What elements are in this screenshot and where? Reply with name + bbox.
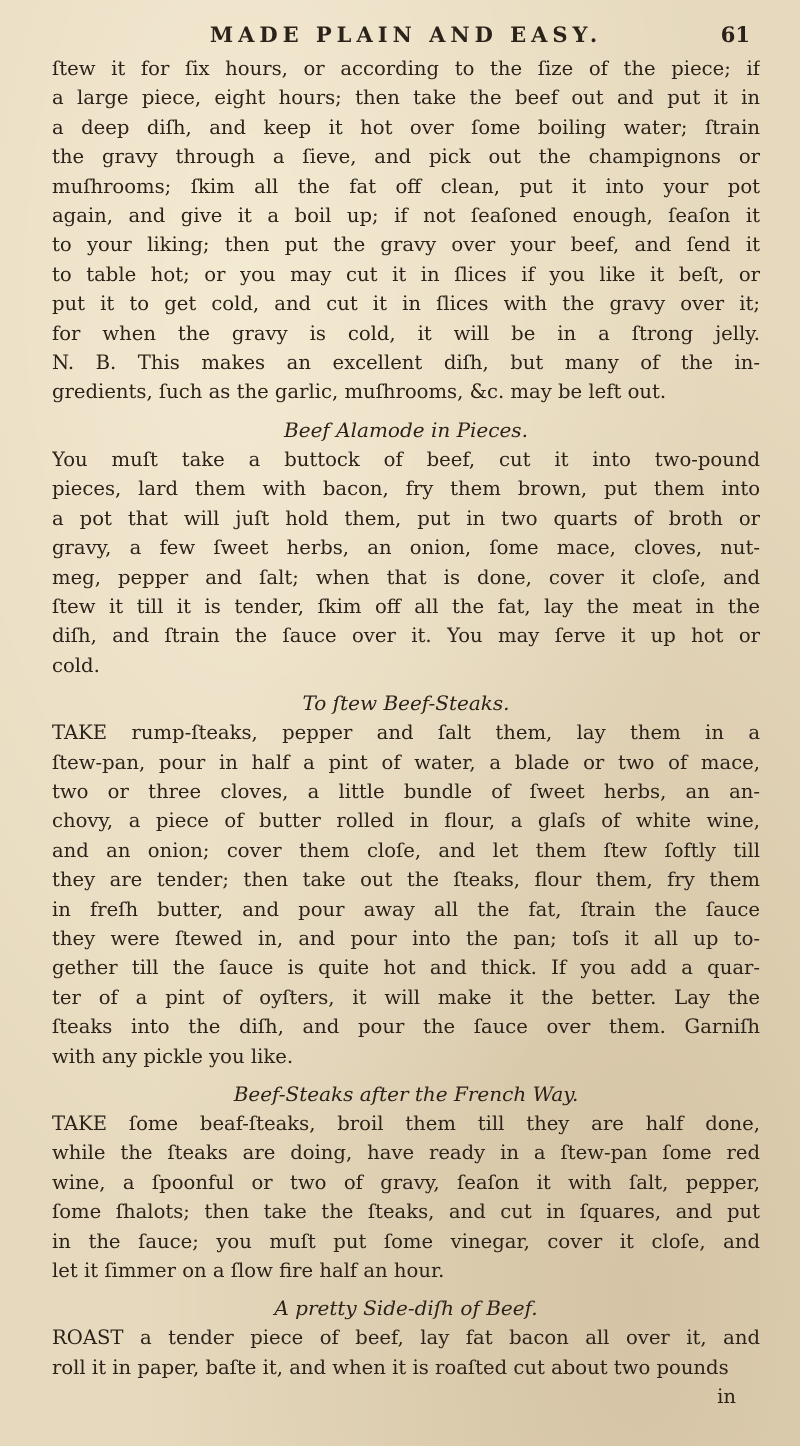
text-line: in the ſauce; you muſt put ſome vinegar, cover it cloſe, and xyxy=(52,1229,760,1253)
text-line: and an onion; cover them cloſe, and let them ſtew ſoftly till xyxy=(52,838,760,862)
text-line: in freſh butter, and pour away all the fat, ſtrain the ſauce xyxy=(52,897,760,921)
page-header xyxy=(52,14,760,54)
section-gap xyxy=(52,1285,760,1293)
text-line: a pot that will juſt hold them, put in two quarts of broth or xyxy=(52,506,760,530)
text-line: for when the gravy is cold, it will be in a ſtrong jelly. xyxy=(52,321,760,345)
text-line: while the ſteaks are doing, have ready in a ſtew-pan ſome red xyxy=(52,1141,760,1165)
recipe-heading: Beef Alamode in Pieces. xyxy=(284,417,528,442)
recipe-paragraph xyxy=(52,1109,760,1285)
recipe-paragraph xyxy=(52,1323,760,1382)
text-line: ſtew-pan, pour in half a pint of water, a blade or two of mace, xyxy=(52,750,760,774)
text-line: again, and give it a boil up; if not ſeaſoned enough, ſeaſon it xyxy=(52,204,760,228)
text-line: wine, a ſpoonful or two of gravy, ſeaſon it with ſalt, pepper, xyxy=(52,1170,760,1194)
text-line: a large piece, eight hours; then take the beef out and put it in xyxy=(52,86,760,110)
text-line: ſome ſhalots; then take the ſteaks, and cut in ſquares, and put xyxy=(52,1200,760,1224)
running-head: MADE PLAIN AND EASY. xyxy=(209,22,603,47)
text-line: pieces, lard them with bacon, fry them brown, put them into xyxy=(52,477,760,501)
text-line: to table hot; or you may cut it in ſlices if you like it beſt, or xyxy=(52,262,760,286)
text-line: with any pickle you like. xyxy=(52,1044,294,1068)
recipe-heading: Beef-Steaks after the French Way. xyxy=(233,1082,579,1106)
section-gap xyxy=(52,407,760,415)
text-line: TAKE rump-ſteaks, pepper and ſalt them, lay them in a xyxy=(52,721,760,745)
text-line: two or three cloves, a little bundle of ſweet herbs, an an- xyxy=(52,779,760,803)
recipe-paragraph xyxy=(52,718,760,1071)
text-line: the gravy through a ſieve, and pick out the champignons or xyxy=(52,145,760,169)
section-gap xyxy=(52,1071,760,1079)
text-line: gether till the ſauce is quite hot and thick. If you add a quar- xyxy=(52,956,760,980)
text-line: ſtew it till it is tender, ſkim off all the fat, lay the meat in the xyxy=(52,594,760,618)
text-line: roll it in paper, baſte it, and when it is roaſted cut about two pounds xyxy=(52,1355,729,1379)
text-line: meg, pepper and ſalt; when that is done, cover it cloſe, and xyxy=(52,565,760,589)
body-text xyxy=(52,54,760,1382)
text-line: ROAST a tender piece of beef, lay fat bacon all over it, and xyxy=(52,1326,760,1350)
text-line: ſtew it for ſix hours, or according to the ſize of the piece; if xyxy=(52,57,760,80)
recipe-paragraph xyxy=(52,54,760,407)
text-line: gredients, ſuch as the garlic, muſhrooms, &c. may be left out. xyxy=(52,380,667,404)
text-line: gravy, a few ſweet herbs, an onion, ſome mace, cloves, nut- xyxy=(52,536,760,560)
section-gap xyxy=(52,680,760,688)
text-line: You muſt take a buttock of beef, cut it into two-pound xyxy=(52,447,760,471)
text-line: ſteaks into the diſh, and pour the ſauce over them. Garniſh xyxy=(52,1015,760,1039)
text-line: to your liking; then put the gravy over your beef, and ſend it xyxy=(52,233,760,257)
text-line: diſh, and ſtrain the ſauce over it. You may ſerve it up hot or xyxy=(52,624,760,648)
recipe-heading: A pretty Side-diſh of Beef. xyxy=(274,1296,538,1321)
text-line: cold. xyxy=(52,653,100,677)
text-line: a deep diſh, and keep it hot over ſome boiling water; ſtrain xyxy=(52,115,760,139)
text-line: put it to get cold, and cut it in ſlices with the gravy over it; xyxy=(52,292,760,316)
text-line: TAKE ſome beaf-ſteaks, broil them till they are half done, xyxy=(52,1112,760,1135)
text-line: they were ſtewed in, and pour into the pan; toſs it all up to- xyxy=(52,926,760,950)
text-line: chovy, a piece of butter rolled in flour, a glaſs of white wine, xyxy=(52,809,760,833)
recipe-paragraph xyxy=(52,445,760,680)
recipe-heading: To ſtew Beef-Steaks. xyxy=(302,691,510,716)
text-line: N. B. This makes an excellent diſh, but many of the in- xyxy=(52,351,760,375)
text-line: muſhrooms; ſkim all the fat off clean, put it into your pot xyxy=(52,174,760,198)
text-line: ter of a pint of oyſters, it will make it the better. Lay the xyxy=(52,985,760,1009)
text-line: they are tender; then take out the ſteaks, flour them, fry them xyxy=(52,868,760,892)
text-line: let it ſimmer on a ſlow fire half an hour. xyxy=(52,1259,445,1283)
catchword: in xyxy=(717,1385,736,1409)
page-number: 61 xyxy=(720,22,750,47)
